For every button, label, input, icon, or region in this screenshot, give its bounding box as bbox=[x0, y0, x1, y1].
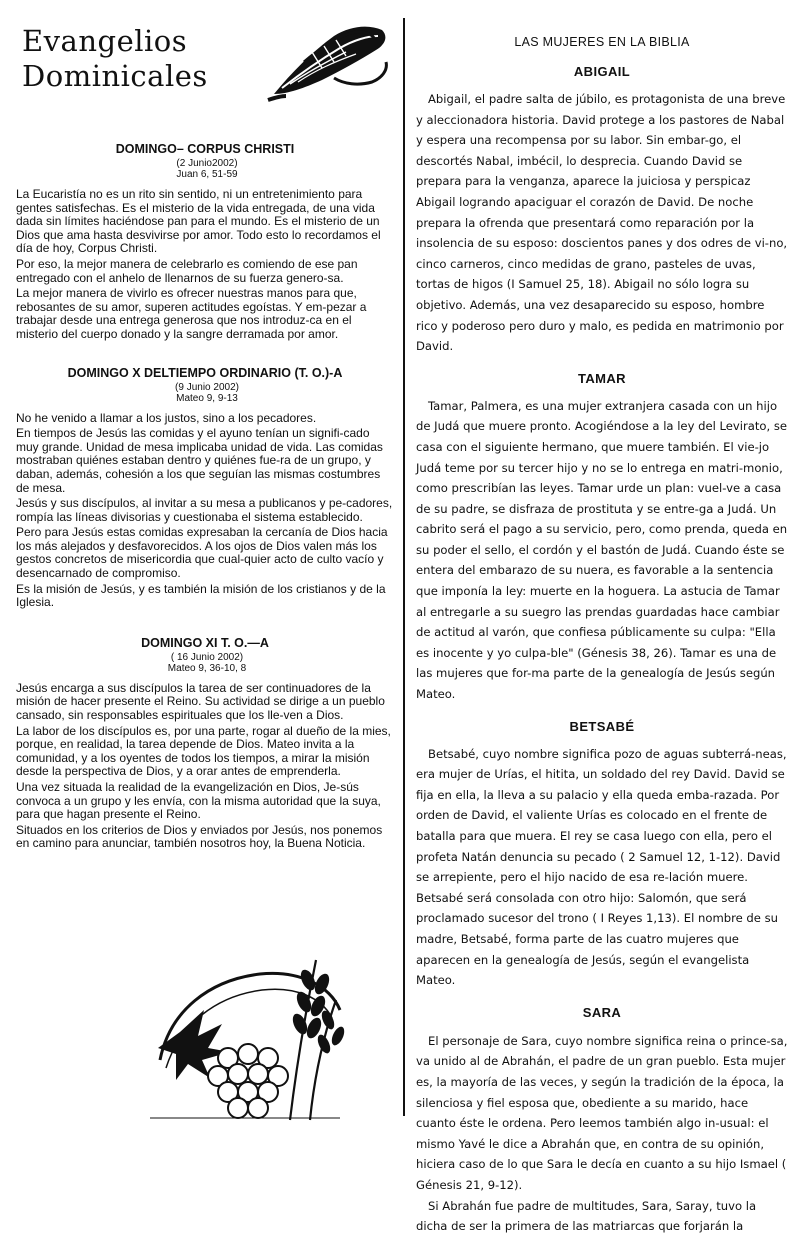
sunday-title: DOMINGO X DELTIEMPO ORDINARIO (T. O.)-A bbox=[67, 365, 343, 380]
section-heading: TAMAR bbox=[578, 370, 626, 386]
woman-section-sara bbox=[416, 1005, 788, 1237]
sunday-body bbox=[16, 412, 394, 610]
left-column bbox=[16, 22, 394, 853]
woman-section-betsabe bbox=[416, 719, 788, 991]
sunday-date: (2 Junio2002) bbox=[176, 158, 238, 169]
sunday-entry-xi-ordinario bbox=[16, 636, 394, 851]
paragraph: Pero para Jesús estas comidas expresaban la cercanía de Dios hacia los más alejados y desfavorecidos. A los ojos de Dios valen más los gestos concretos de misericordia que cual-quier acto de culto vacío y desencarnado de compromiso. bbox=[16, 525, 388, 581]
sunday-body bbox=[16, 682, 394, 851]
paragraph: No he venido a llamar a los justos, sino a los pecadores. bbox=[16, 410, 317, 425]
sunday-entry-corpus-christi bbox=[16, 142, 394, 342]
paragraph: Es la misión de Jesús, y es también la misión de los cristianos y de la Iglesia. bbox=[16, 581, 386, 610]
paragraph: Situados en los criterios de Dios y enviados por Jesús, nos ponemos en camino para anunciar, también nosotros hoy, la Buena Noticia. bbox=[16, 822, 383, 851]
sunday-reading: Juan 6, 51-59 bbox=[176, 169, 238, 180]
paragraph: Una vez situada la realidad de la evangelización en Dios, Je-sús convoca a un grupo y les envía, con la misma autoridad que la suya, para que hagan presente el Reino. bbox=[16, 780, 381, 822]
woman-section-abigail bbox=[416, 64, 788, 357]
right-column bbox=[416, 34, 788, 1251]
paragraph: La mejor manera de vivirlo es ofrecer nuestras manos para que, rebosantes de su amor, superen actitudes egoístas. Y em-pezar a trabajar desde una entrega generosa que nos introduz-ca en el misterio del cuerpo donado y la sangre derramada por amor. bbox=[16, 286, 367, 341]
paragraph: Tamar, Palmera, es una mujer extranjera casada con un hijo de Judá que muere pronto. Acogiéndose a la ley del Levirato, se casa con el siguiente hermano, que muere también. El vie-jo Judá teme por su tercer hijo y no se lo entrega en matri-monio, como prescribían las leyes. Tamar urde un plan: vuel-ve a casa de su padre, se disfraza de prostituta y se entre-ga a Judá. Un cabrito será el pago a su servicio, pero, como prenda, queda en su poder el sello, el cordón y el bastón de Judá. Cuando éste se entera del embarazo de su nuera, es favorable a la sentencia que imponía la ley: muerte en la hoguera. La astucia de Tamar al entregarle a su suegro las prendas guardadas hace cambiar de actitud al varón, que confiesa públicamente su culpa: "Ella es inocente y yo culpa-ble" (Génesis 38, 26). Tamar es una de las mujeres que for-ma parte de la genealogía de Jesús según Mateo. bbox=[416, 398, 788, 702]
section-heading: BETSABÉ bbox=[569, 718, 635, 734]
paragraph: La labor de los discípulos es, por una parte, rogar al dueño de la mies, porque, en realidad, la tarea depende de Dios. Mateo invita a la comunidad, y a los oyentes de todos los tiempos, a mirar la misión desde la perspectiva de Dios, y a orar antes de emprenderla. bbox=[16, 723, 391, 779]
paragraph: Jesús y sus discípulos, al invitar a su mesa a publicanos y pe-cadores, rompía las líneas divisorias y cuestionaba el sistema establecido. bbox=[16, 496, 393, 524]
masthead-line-2: Dominicales bbox=[22, 59, 208, 93]
masthead-line-1: Evangelios bbox=[22, 24, 188, 58]
masthead bbox=[16, 22, 394, 132]
sunday-body bbox=[16, 188, 394, 342]
sunday-title: DOMINGO XI T. O.—A bbox=[141, 635, 269, 650]
woman-section-tamar bbox=[416, 371, 788, 705]
sunday-entry-x-ordinario bbox=[16, 366, 394, 610]
series-title: LAS MUJERES EN LA BIBLIA bbox=[514, 35, 690, 49]
sunday-reading: Mateo 9, 9-13 bbox=[176, 392, 238, 404]
paragraph: El personaje de Sara, cuyo nombre significa reina o prince-sa, va unido al de Abrahán, el padre de un gran pueblo. Esta mujer es, la mayoría de las veces, y según la tradición de la época, la silenciosa y fiel esposa que, obediente a su marido, hace cuanto éste le ordena. Pero leemos también algo in-usual: el mismo Yavé le dice a Abrahán que, en contra de su opinión, hiciera caso de lo que Sara le decía en cuanto a su hijo Ismael ( Génesis 21, 9-12). bbox=[416, 1033, 788, 1192]
section-heading: ABIGAIL bbox=[573, 64, 631, 79]
sunday-date: ( 16 Junio 2002) bbox=[170, 651, 244, 663]
sunday-title: DOMINGO– CORPUS CHRISTI bbox=[115, 142, 295, 156]
section-heading: SARA bbox=[582, 1004, 622, 1020]
paragraph: Betsabé, cuyo nombre significa pozo de aguas subterrá-neas, era mujer de Urías, el hitita, un soldado del rey David. David se fija en ella, la lleva a su palacio y ella queda emba-razada. Por orden de David, el valiente Urías es colocado en el frente de batalla para que muera. El rey se casa luego con ella, pero el profeta Natán denuncia su pecado ( 2 Samuel 12, 1-12). David se arrepiente, pero el hijo nacido de esa re-lación muere. Betsabé será consolada con otro hijo: Salomón, que será proclamado sucesor del trono ( I Reyes 1,13). El nombre de su madre, Betsabé, forma parte de las cuatro mujeres que aparecen en la genealogía de Jesús, según el evangelista Mateo. bbox=[416, 746, 787, 988]
wheat-and-grapes-illustration bbox=[140, 940, 350, 1125]
hands-breaking-bread-illustration bbox=[264, 22, 394, 106]
paragraph: Jesús encarga a sus discípulos la tarea de ser continuadores de la misión de hacer presente el Reino. Su actividad se dirige a un pueblo cansado, sin responsables espirituales que los lle-ven a Dios. bbox=[16, 680, 385, 723]
sunday-reading: Mateo 9, 36-10, 8 bbox=[167, 662, 247, 674]
paragraph: Si Abrahán fue padre de multitudes, Sara, Saray, tuvo la dicha de ser la primera de las matriarcas que forjarán la bbox=[416, 1198, 757, 1234]
paragraph: Por eso, la mejor manera de celebrarlo es comiendo de ese pan entregado con el anhelo de llenarnos de su fuerza genero-sa. bbox=[16, 256, 358, 285]
paragraph: Abigail, el padre salta de júbilo, es protagonista de una breve y aleccionadora historia. David protege a los pastores de Nabal y espera una recompensa por su labor. Sin embar-go, el descortés Nabal, imbécil, lo desprecia. Cuando David se prepara para la venganza, aparece la juiciosa y perspicaz Abigail logrando apaciguar el corazón de David. De noche prepara la ofrenda que presentará como reparación por la insolencia de su esposo: doscientos panes y dos odres de vi-no, cinco carneros, cinco medidas de grano, pasteles de uvas, tortas de higos (I Samuel 25, 18). Abigail no sólo logra su objetivo. Además, una vez desaparecido su esposo, hombre rico y poderoso pero duro y malo, es pedida en matrimonio por David. bbox=[416, 92, 788, 354]
paragraph: En tiempos de Jesús las comidas y el ayuno tenían un signifi-cado muy grande. Unidad de mesa implicaba unidad de vida. Las comidas mostraban quiénes estaban dentro y quiénes fue-ra de un grupo, y daban, además, cohesión a los que seguían las mismas costumbres de mesa. bbox=[16, 426, 383, 495]
sunday-date: (9 Junio 2002) bbox=[175, 381, 239, 393]
masthead-title bbox=[22, 24, 208, 94]
column-divider bbox=[403, 18, 405, 1116]
paragraph: La Eucaristía no es un rito sin sentido, ni un entretenimiento para gentes satisfechas. Es el misterio de la vida entregada, de una vida dada sin límites haciéndose pan para el mundo. Es el misterio de un Dios que ama hasta desvivirse por amor. Todo esto lo recordamos el día de hoy, Corpus Christi. bbox=[16, 187, 381, 256]
